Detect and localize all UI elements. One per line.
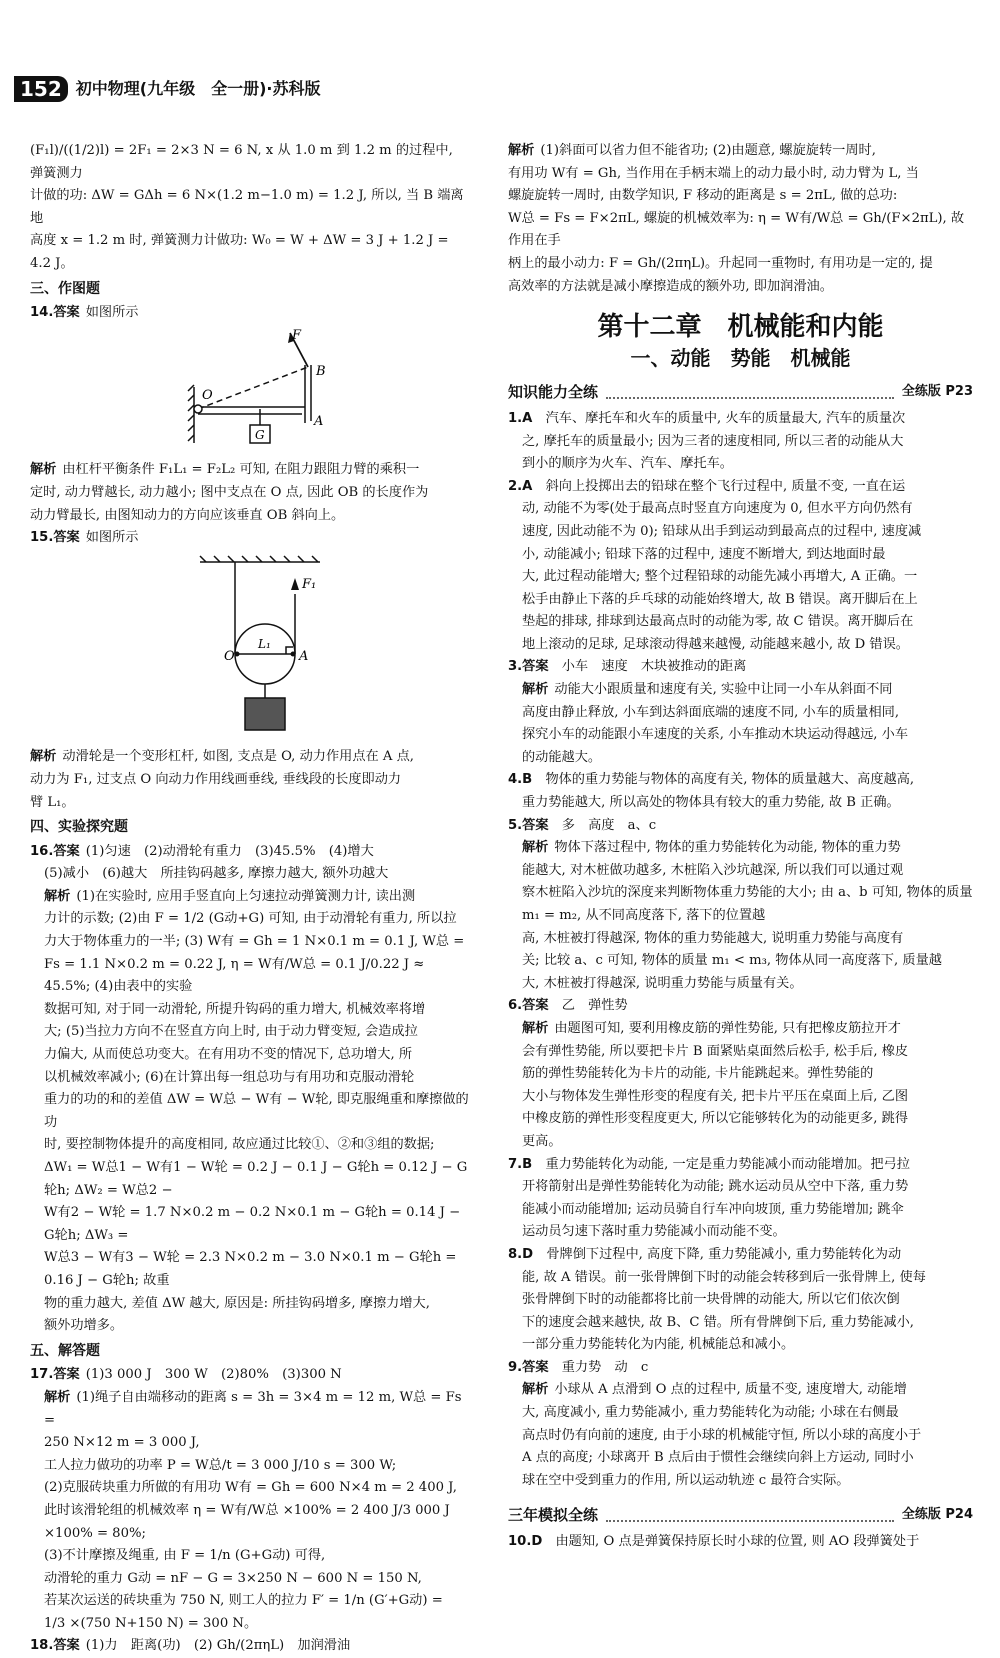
power-arm-dashed: [198, 367, 308, 409]
text-line: 能越大, 对木桩做功越多, 木桩陷入沙坑越深, 所以我们可以通过观: [522, 862, 904, 878]
text-line: 地上滚动的足球, 足球滚动得越来越慢, 动能越来越小, 故 D 错误。: [522, 636, 909, 652]
section-heading: 五、解答题: [30, 1342, 100, 1359]
text-line: 小, 动能减小; 铅球下落的过程中, 速度不断增大, 到达地面时最: [522, 546, 886, 562]
dotted-leader: [606, 387, 894, 399]
point-o-label: O: [202, 387, 213, 403]
text-line: 下的速度会越来越快, 故 B、C 错。所有骨牌倒下后, 重力势能减小,: [522, 1314, 914, 1330]
answer-item-4: 4.B 物体的重力势能与物体的高度有关, 物体的质量越大、高度越高,: [508, 772, 915, 788]
item-number: 8.D: [508, 1246, 534, 1262]
book-title: 初中物理(九年级 全一册)·苏科版: [75, 78, 321, 98]
text-line: 若某次运送的砖块重为 750 N, 则工人的拉力 F′ = 1/n (G′+G动) =: [44, 1593, 443, 1609]
question-15: [30, 527, 470, 550]
text-line: 张骨牌倒下时的动能都将比前一块骨牌的动能大, 所以它们依次倒: [522, 1292, 900, 1308]
text-line: 动力为 F₁, 过支点 O 向动力作用线画垂线, 垂线段的长度即动力: [30, 771, 402, 787]
explanation-16: 解析 (1)在实验时, 应用手竖直向上匀速拉动弹簧测力计, 读出测: [44, 888, 416, 904]
explanation-15: 解析 动滑轮是一个变形杠杆, 如图, 支点是 O, 动力作用点在 A 点,: [30, 749, 414, 765]
item-number: 2.A: [508, 478, 533, 494]
text-line: (5)减小 (6)越大 所挂钩码越多, 摩擦力越大, 额外功越大: [44, 866, 389, 882]
text-line: 额外功增多。: [44, 1318, 124, 1334]
answer-item-5: 5.答案 多 高度 a、c: [508, 817, 657, 833]
weight-label: G: [255, 427, 265, 442]
answer-item-3: 3.答案 小车 速度 木块被推动的距离: [508, 659, 747, 675]
text-line: 计做的功: ΔW = GΔh = 6 N×(1.2 m−1.0 m) = 1.2 J, 所以, 当 B 端离地: [30, 188, 464, 226]
text-line: 筋的弹性势能转化为卡片的动能, 卡片能跳起来。弹性势能的: [522, 1066, 874, 1082]
answer-text: 如图所示: [85, 305, 139, 321]
text-line: 力偏大, 从而使总功变大。在有用功不变的情况下, 总功增大, 所: [44, 1047, 413, 1063]
mock-bar-title: 三年模拟全练: [508, 1506, 599, 1525]
explanation-label: 解析: [30, 749, 57, 765]
mock-bar: [508, 1504, 973, 1527]
question-number: 16.: [30, 843, 54, 859]
text-line: 能, 故 A 错误。前一张骨牌倒下时的动能会转移到后一张骨牌上, 使每: [522, 1269, 926, 1285]
explanation-label: 解析: [44, 888, 71, 904]
point-a-label: A: [314, 413, 324, 429]
practice-bar-title: 知识能力全练: [508, 383, 599, 402]
text-line: 高, 木桩被打得越深, 物体的重力势能越大, 说明重力势能与高度有: [522, 930, 904, 946]
text-line: 一部分重力势能转化为内能, 机械能总和减小。: [522, 1337, 795, 1353]
text-line: 察木桩陷入沙坑的深度来判断物体重力势能的大小; 由 a、b 可知, 物体的质量 m₁ = m₂, 从不同高度落下, 落下的位置越: [522, 885, 973, 923]
text-line: 松手由静止下落的乒乓球的动能始终增大, 故 B 错误。离开脚后在上: [522, 591, 918, 607]
question-number: 15.: [30, 530, 54, 546]
answer-item-8: 8.D 骨牌倒下过程中, 高度下降, 重力势能减小, 重力势能转化为动: [508, 1246, 902, 1262]
question-16: 16.答案 (1)匀速 (2)动滑轮有重力 (3)45.5% (4)增大: [30, 843, 374, 859]
force-f1-label: F₁: [302, 576, 317, 592]
item-number: 4.B: [508, 772, 533, 788]
text-line: 高度 x = 1.2 m 时, 弹簧测力计做功: W₀ = W + ΔW = 3 J + 1.2 J = 4.2 J。: [30, 233, 449, 271]
answer-text: 如图所示: [85, 530, 139, 546]
text-line: 能减小而动能增加; 运动员骑自行车冲向坡顶, 重力势能增加; 跳伞: [522, 1201, 904, 1217]
text-line: Fs = 1.1 N×0.2 m = 0.22 J, η = W有/W总 = 0.1 J/0.22 J ≈ 45.5%; (4)由表中的实验: [44, 956, 425, 995]
section-title: 一、动能 势能 机械能: [630, 345, 851, 370]
hanging-weight: [245, 698, 285, 730]
item-number: 5.答案: [508, 817, 549, 833]
item-number: 1.A: [508, 410, 533, 426]
text-line: 此时该滑轮组的机械效率 η = W有/W总 ×100% = 2 400 J/3 000 J ×100% = 80%;: [44, 1502, 450, 1541]
text-line: A 点的高度; 小球离开 B 点后由于惯性会继续向斜上方运动, 同时小: [522, 1450, 914, 1466]
item-number: 6.答案: [508, 998, 549, 1014]
practice-bar: [508, 381, 973, 404]
text-line: 垫起的排球, 排球到达最高点时的动能为零, 故 C 错误。离开脚后在: [522, 614, 914, 630]
text-line: 以机械效率减小; (6)在计算出每一组总功与有用功和克服动滑轮: [44, 1069, 415, 1085]
answer-label: 答案: [53, 530, 80, 546]
answer-item-1: 1.A 汽车、摩托车和火车的质量中, 火车的质量最大, 汽车的质量次: [508, 410, 906, 426]
text-line: 250 N×12 m = 3 000 J,: [44, 1435, 200, 1451]
practice-bar-ref: 全练版 P23: [901, 384, 973, 400]
item-number: 10.D: [508, 1534, 543, 1550]
explanation-label: 解析: [44, 1389, 71, 1405]
text-line: 大; (5)当拉力方向不在竖直方向上时, 由于动力臂变短, 会造成拉: [44, 1024, 418, 1040]
text-line: 速度, 因此动能不为 0); 铅球从出手到运动到最高点的过程中, 速度减: [522, 523, 922, 539]
left-column: [30, 140, 470, 1658]
text-line: 关; 比较 a、c 可知, 物体的质量 m₁ < m₃, 物体从同一高度落下, 质量越: [522, 953, 942, 969]
text-line: 物的重力越大, 差值 ΔW 越大, 原因是: 所挂钩码增多, 摩擦力增大,: [44, 1295, 430, 1311]
explanation-9: 解析 小球从 A 点滑到 O 点的过程中, 质量不变, 速度增大, 动能增: [522, 1382, 907, 1398]
point-o-label: O: [224, 648, 235, 664]
answer-item-6: 6.答案 乙 弹性势: [508, 998, 628, 1014]
text-line: 力大于物体重力的一半; (3) W有 = Gh = 1 N×0.1 m = 0.1 J, W总 =: [44, 934, 465, 950]
explanation-6: 解析 由题图可知, 要利用橡皮筋的弹性势能, 只有把橡皮筋拉开才: [522, 1020, 901, 1036]
answer-item-9: 9.答案 重力势 动 c: [508, 1359, 649, 1375]
answer-label: 答案: [53, 305, 80, 321]
text-line: 定时, 动力臂越长, 动力越小; 图中支点在 O 点, 因此 OB 的长度作为: [30, 484, 429, 500]
text-line: W总 = Fs = F×2πL, 螺旋的机械效率为: η = W有/W总 = Gh/(F×2πL), 故作用在手: [508, 210, 965, 249]
text-line: 数据可知, 对于同一动滑轮, 所提升钩码的重力增大, 机械效率将增: [44, 1001, 426, 1017]
item-number: 9.答案: [508, 1359, 549, 1375]
text-line: 高点时仍有向前的速度, 由于小球的机械能守恒, 所以小球的高度小于: [522, 1427, 922, 1443]
text-line: 有用功 W有 = Gh, 当作用在手柄末端上的动力最小时, 动力臂为 L, 当: [508, 165, 919, 181]
page-header: [14, 72, 320, 106]
explanation-3: 解析 动能大小跟质量和速度有关, 实验中让同一小车从斜面不同: [522, 682, 893, 698]
answer-item-2: 2.A 斜向上投掷出去的铅球在整个飞行过程中, 质量不变, 一直在运: [508, 478, 906, 494]
text-line: 的动能越大。: [522, 749, 602, 765]
text-line: 1/3 ×(750 N+150 N) = 300 N。: [44, 1615, 258, 1631]
text-line: W总3 − W有3 − W轮 = 2.3 N×0.2 m − 3.0 N×0.1 m − G轮h = 0.16 J − G轮h; 故重: [44, 1250, 457, 1288]
text-line: 动滑轮的重力 G动 = nF − G = 3×250 N − 600 N = 150 N,: [44, 1570, 422, 1586]
text-line: 之, 摩托车的质量最小; 因为三者的速度相同, 所以三者的动能从大: [522, 433, 904, 449]
question-18: 18.答案 (1)力 距离(功) (2) Gh/(2πηL) 加润滑油: [30, 1638, 351, 1654]
text-line: 更高。: [522, 1133, 562, 1149]
item-number: 3.答案: [508, 659, 549, 675]
chapter-title: 第十二章 机械能和内能: [597, 312, 884, 343]
explanation-5: 解析 物体下落过程中, 物体的重力势能转化为动能, 物体的重力势: [522, 840, 901, 856]
right-column: [508, 140, 973, 1554]
text-line: 动力臂最长, 由图知动力的方向应该垂直 OB 斜向上。: [30, 507, 345, 523]
explanation-label: 解析: [508, 143, 535, 158]
explanation-14: 解析 由杠杆平衡条件 F₁L₁ = F₂L₂ 可知, 在阻力跟阻力臂的乘积一: [30, 462, 420, 478]
text-line: W有2 − W轮 = 1.7 N×0.2 m − 0.2 N×0.1 m − G轮h = 0.14 J − G轮h; ΔW₃ =: [44, 1205, 461, 1243]
text-line: 大, 木桩被打得越深, 说明重力势能与质量有关。: [522, 975, 803, 991]
text-line: 螺旋旋转一周时, 由数学知识, F 移动的距离是 s = 2πL, 做的总功:: [508, 188, 898, 204]
text-line: 会有弹性势能, 所以要把卡片 B 面紧贴桌面然后松手, 松手后, 橡皮: [522, 1043, 909, 1059]
text-line: 球在空中受到重力的作用, 所以运动轨迹 c 最符合实际。: [522, 1472, 850, 1488]
text-line: (2)克服砖块重力所做的有用功 W有 = Gh = 600 N×4 m = 2 400 J,: [44, 1480, 457, 1496]
text-line: 重力的功的和的差值 ΔW = W总 − W有 − W轮, 即克服绳重和摩擦做的功: [44, 1092, 469, 1130]
item-number: 7.B: [508, 1156, 533, 1172]
explanation-top: 解析 (1)斜面可以省力但不能省功; (2)由题意, 螺旋旋转一周时,: [508, 143, 876, 158]
text-line: 时, 要控制物体提升的高度相同, 故应通过比较①、②和③组的数据;: [44, 1137, 435, 1153]
page-number: 152: [14, 76, 68, 103]
pulley-diagram: [30, 554, 470, 734]
text-line: 中橡皮筋的弹性形变程度更大, 所以它能够转化为的动能更多, 跳得: [522, 1111, 909, 1127]
answer-item-10: 10.D 由题知, O 点是弹簧保持原长时小球的位置, 则 AO 段弹簧处于: [508, 1534, 920, 1550]
text-line: (3)不计摩擦及绳重, 由 F = 1/n (G+G动) 可得,: [44, 1548, 326, 1564]
text-line: 柄上的最小动力: F = Gh/(2πηL)。升起同一重物时, 有用功是一定的, 提: [508, 255, 933, 271]
text-line: 力计的示数; (2)由 F = 1/2 (G动+G) 可知, 由于动滑轮有重力, 所以拉: [44, 911, 457, 927]
answer-label: 答案: [53, 843, 80, 859]
text-line: 臂 L₁。: [30, 794, 75, 810]
arm-l1-label: L₁: [258, 636, 271, 651]
text-line: 运动员匀速下落时重力势能减小而动能不变。: [522, 1224, 786, 1240]
text-line: (F₁l)/((1/2)l) = 2F₁ = 2×3 N = 6 N, x 从 1.0 m 到 1.2 m 的过程中, 弹簧测力: [30, 143, 453, 181]
lever-diagram: [30, 329, 470, 447]
text-line: 工人拉力做功的功率 P = W总/t = 3 000 J/10 s = 300 W;: [44, 1457, 397, 1473]
question-number: 17.: [30, 1367, 54, 1383]
force-arrow-head: [291, 578, 299, 590]
dotted-leader: [606, 1510, 894, 1522]
text-line: 到小的顺序为火车、汽车、摩托车。: [522, 456, 733, 472]
explanation-17: 解析 (1)绳子自由端移动的距离 s = 3h = 3×4 m = 12 m, W总 = Fs =: [44, 1389, 462, 1428]
text-line: 大, 高度减小, 重力势能减小, 重力势能转化为动能; 小球在右侧最: [522, 1405, 899, 1421]
text-line: 大, 此过程动能增大; 整个过程铅球的动能先减小再增大, A 正确。一: [522, 569, 918, 585]
point-a-label: A: [299, 648, 309, 664]
text-line: 探究小车的动能跟小车速度的关系, 小车推动木块运动得越远, 小车: [522, 727, 909, 743]
text-line: 高度由静止释放, 小车到达斜面底端的速度不同, 小车的质量相同,: [522, 704, 900, 720]
answer-label: 答案: [53, 1367, 80, 1383]
text-line: 动, 动能不为零(处于最高点时竖直方向速度为 0, 但水平方向仍然有: [522, 501, 913, 517]
text-line: 重力势能越大, 所以高处的物体具有较大的重力势能, 故 B 正确。: [522, 795, 900, 811]
force-label: F: [292, 328, 302, 343]
text-line: 大小与物体发生弹性形变的程度有关, 把卡片平压在桌面上后, 乙图: [522, 1088, 909, 1104]
pivot-circle: [194, 405, 202, 413]
mock-bar-ref: 全练版 P24: [901, 1507, 973, 1523]
text-line: 高效率的方法就是减小摩擦造成的额外功, 即加润滑油。: [508, 278, 833, 294]
question-number: 14.: [30, 305, 54, 321]
answer-item-7: 7.B 重力势能转化为动能, 一定是重力势能减小而动能增加。把弓拉: [508, 1156, 910, 1172]
question-number: 18.: [30, 1638, 54, 1654]
section-heading: 三、作图题: [30, 280, 100, 297]
text-line: ΔW₁ = W总1 − W有1 − W轮 = 0.2 J − 0.1 J − G轮h = 0.12 J − G轮h; ΔW₂ = W总2 −: [44, 1160, 468, 1198]
text-line: 开将箭射出是弹性势能转化为动能; 跳水运动员从空中下落, 重力势: [522, 1179, 909, 1195]
question-17: 17.答案 (1)3 000 J 300 W (2)80% (3)300 N: [30, 1367, 342, 1383]
point-b-label: B: [316, 363, 326, 379]
explanation-label: 解析: [30, 462, 57, 478]
section-heading: 四、实验探究题: [30, 819, 128, 836]
question-14: [30, 302, 470, 325]
answer-label: 答案: [53, 1638, 80, 1654]
